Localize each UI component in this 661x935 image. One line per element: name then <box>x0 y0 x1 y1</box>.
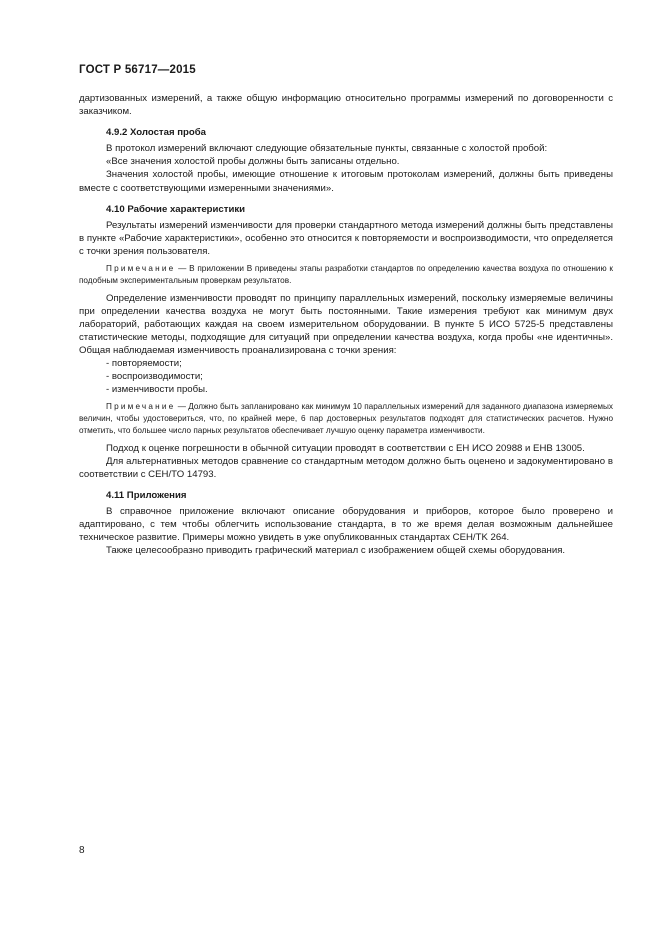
paragraph: Для альтернативных методов сравнение со стандартным методом должно быть оценено и задокументировано в соответствии с CEH/TO 14793. <box>79 455 613 480</box>
list-item: - повторяемости; <box>79 357 613 370</box>
note <box>79 401 613 436</box>
note-label: Примечание <box>106 402 176 412</box>
paragraph: В справочное приложение включают описание оборудования и приборов, которое было проверено и адаптировано, с тем чтобы облегчить использование стандарта, в то же время делая возможным дальнейшее техническое развитие. Примеры можно увидеть в уже опубликованных стандартах CEH/TK 264. <box>79 506 613 544</box>
section-4-10-title: 4.10 Рабочие характеристики <box>106 203 246 215</box>
note-text: — В приложении B приведены этапы разработки стандартов по определению качества воздуха по отношению к подобным экспериментальным проверкам результатов. <box>79 264 613 285</box>
paragraph: Значения холостой пробы, имеющие отношение к итоговым протоколам измерений, должны быть приведены вместе с соответствующими измеренными значениями». <box>79 169 613 194</box>
page-body <box>79 92 613 558</box>
note <box>79 263 613 287</box>
section-4-11-title: 4.11 Приложения <box>106 490 187 502</box>
page-number: 8 <box>79 845 85 856</box>
paragraph: Также целесообразно приводить графический материал с изображением общей схемы оборудования. <box>106 545 566 557</box>
standard-designation: ГОСТ Р 56717—2015 <box>79 64 196 76</box>
note-text: — Должно быть запланировано как минимум 10 параллельных измерений для заданного диапазона измеряемых величин, чтобы удостовериться, что, по крайней мере, 6 пар достоверных результатов подходят для статистических расчетов. Нужно отметить, что большее число парных результатов обеспечивает лучшую оценку параметра изменчивости. <box>79 402 613 435</box>
intro-paragraph: дартизованных измерений, а также общую информацию относительно программы измерений по договоренности с заказчиком. <box>79 93 613 118</box>
list-item: - изменчивости пробы. <box>79 383 613 396</box>
note-label: Примечание <box>106 264 176 274</box>
paragraph: Результаты измерений изменчивости для проверки стандартного метода измерений должны быть представлены в пункте «Рабочие характеристики», особенно это относится к повторяемости и воспроизводимости, что определяется с точки зрения пользователя. <box>79 219 613 257</box>
paragraph: Определение изменчивости проводят по принципу параллельных измерений, поскольку измеряемые величины при определении качества воздуха не могут быть постоянными. Такие измерения требуют как минимум двух лабораторий, работающих каждая на своем измерительном оборудовании. В пункте 5 ИСО 5725-5 представлены статистические методы, подходящие для ситуаций при определении качества воздуха, когда пробы «не идентичны». Общая наблюдаемая изменчивость проанализирована с точки зрения: <box>79 292 613 356</box>
list-item: - воспроизводимости; <box>79 370 613 383</box>
paragraph: В протокол измерений включают следующие обязательные пункты, связанные с холостой пробой: <box>106 143 548 155</box>
variability-list <box>79 357 613 396</box>
section-4-9-2-title: 4.9.2 Холостая проба <box>106 127 207 139</box>
paragraph: Подход к оценке погрешности в обычной ситуации проводят в соответствии с ЕН ИСО 20988 и ЕНВ 13005. <box>106 442 585 454</box>
paragraph: «Все значения холостой пробы должны быть записаны отдельно. <box>106 156 400 168</box>
